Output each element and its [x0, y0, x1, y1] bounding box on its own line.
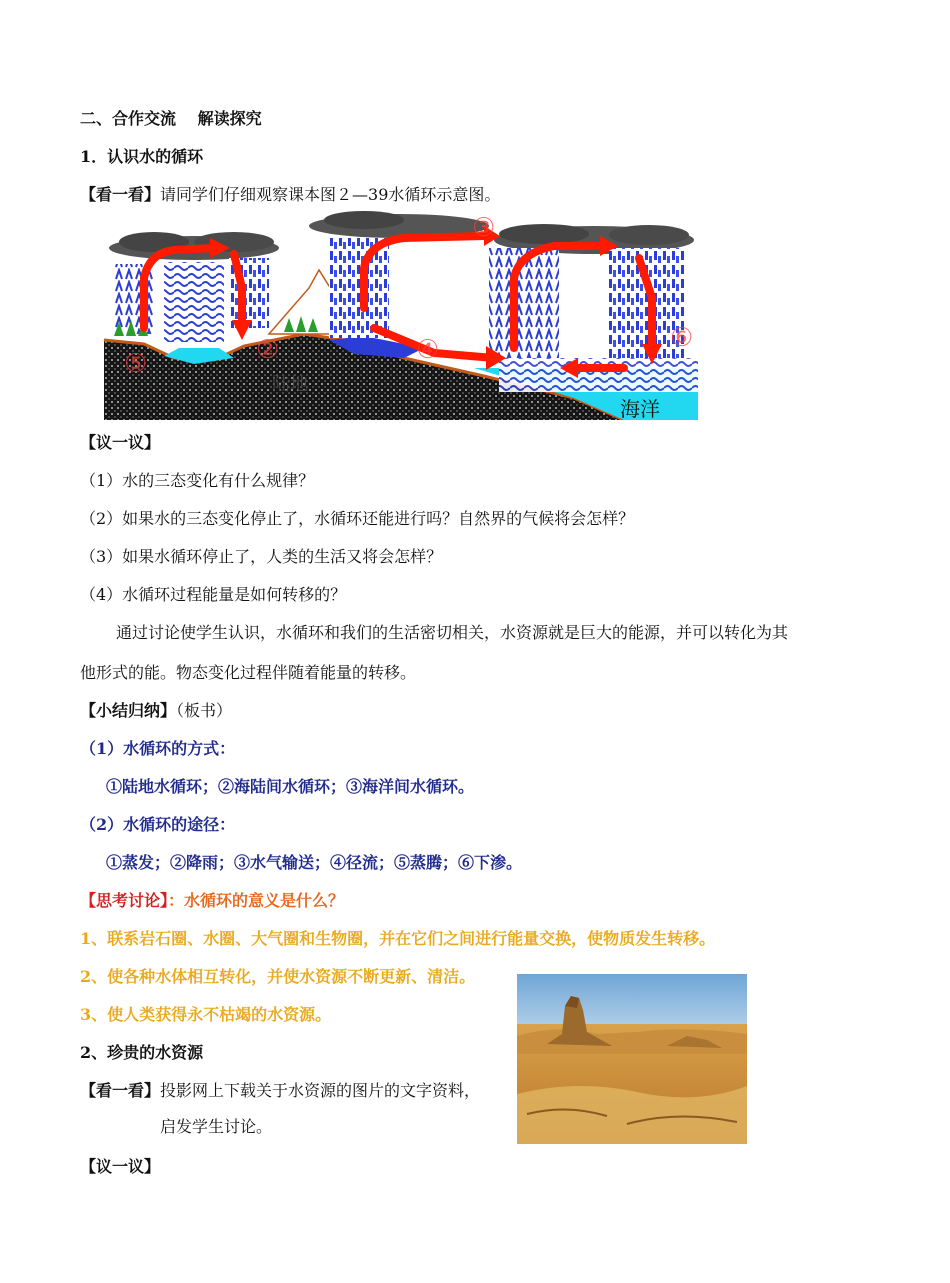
look-tag: 【看一看】: [80, 185, 161, 204]
look-instruction: [80, 184, 500, 206]
desert-photo: [517, 974, 747, 1144]
question-4: （4）水循环过程能量是如何转移的？: [80, 585, 347, 604]
label-three: ③: [472, 213, 496, 243]
section-heading: 二、合作交流 解读探究: [80, 109, 262, 128]
significance-2: 2、使各种水体相互转化，并使水资源不断更新、清洁。: [80, 967, 476, 986]
look2-tag: 【看一看】: [80, 1081, 161, 1100]
cycle-modes-list: ①陆地水循环；②海陆间水循环；③海洋间水循环。: [106, 777, 475, 796]
trees-middle: [284, 316, 318, 332]
summary-note: （板书）: [176, 701, 233, 720]
summary-tag: 【小结归纳】: [80, 701, 177, 720]
label-five: ⑤: [124, 349, 148, 379]
sea-waves: [499, 358, 698, 392]
subsection-title-water-cycle: 1．认识水的循环: [80, 147, 204, 166]
cycle-paths-list: ①蒸发；②降雨；③水气输送；④径流；⑤蒸腾；⑥下渗。: [106, 853, 523, 872]
significance-1: 1、联系岩石圈、水圈、大气圈和生物圈，并在它们之间进行能量交换，使物质发生转移。: [80, 929, 716, 948]
summary-heading: [80, 700, 232, 722]
rain-left: [164, 262, 224, 342]
cycle-paths-heading: （2）水循环的途径：: [80, 815, 236, 834]
rain-middle: [329, 238, 389, 338]
think-question: ：水循环的意义是什么？: [168, 891, 345, 910]
question-2: （2）如果水的三态变化停止了，水循环还能进行吗？自然界的气候将会怎样？: [80, 509, 635, 528]
discuss2-tag: 【议一议】: [80, 1157, 161, 1176]
think-tag: 【思考讨论】: [80, 891, 169, 910]
question-1: （1）水的三态变化有什么规律？: [80, 471, 315, 490]
label-two: ②: [256, 335, 280, 365]
discussion-paragraph-line2: 他形式的能。物态变化过程伴随着能量的转移。: [80, 663, 417, 682]
label-ocean: 海洋: [620, 397, 660, 420]
look-text: 请同学们仔细观察课本图２—39水循环示意图。: [160, 185, 501, 204]
look2-instruction: [80, 1080, 480, 1102]
significance-3: 3、使人类获得永不枯竭的水资源。: [80, 1005, 332, 1024]
question-3: （3）如果水循环停止了，人类的生活又将会怎样？: [80, 547, 443, 566]
label-four: ④: [416, 335, 440, 365]
think-heading: [80, 890, 344, 912]
subsection-title-water-resources: 2、珍贵的水资源: [80, 1043, 204, 1062]
discussion-paragraph-line1: 通过讨论使学生认识，水循环和我们的生活密切相关，水资源就是巨大的能源，并可以转化为其: [116, 623, 789, 642]
label-land: 陆地: [272, 374, 308, 395]
label-six: ⑥: [670, 323, 694, 353]
look2-text-continued: 启发学生讨论。: [160, 1117, 273, 1136]
look2-text: 投影网上下载关于水资源的图片的文字资料，: [160, 1081, 481, 1100]
water-cycle-diagram: [104, 208, 698, 420]
cycle-modes-heading: （1）水循环的方式：: [80, 739, 236, 758]
discuss-tag: 【议一议】: [80, 433, 161, 452]
